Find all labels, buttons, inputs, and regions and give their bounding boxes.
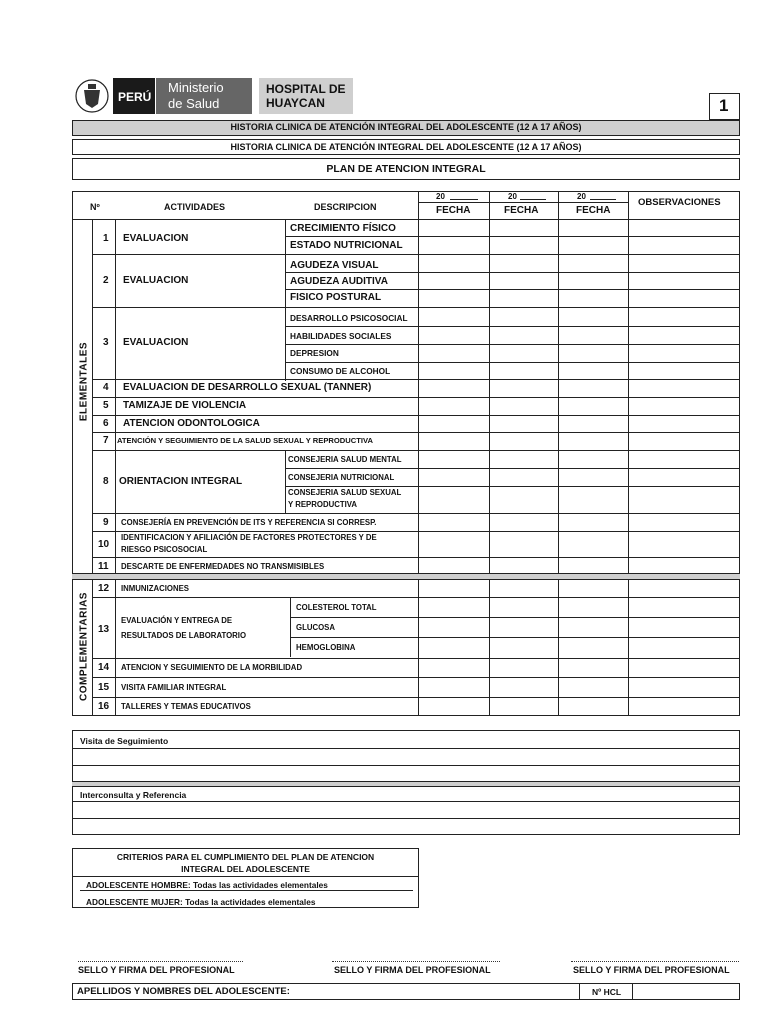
- row-15-activity: VISITA FAMILIAR INTEGRAL: [121, 683, 227, 692]
- patient-name-label: APELLIDOS Y NOMBRES DEL ADOLESCENTE:: [77, 986, 290, 997]
- row-13-desc-3: HEMOGLOBINA: [296, 643, 356, 652]
- hl-637: [290, 637, 740, 638]
- row-1-desc-1: CRECIMIENTO FÍSICO: [290, 223, 396, 234]
- row-6-number: 6: [103, 418, 109, 429]
- col-header-fecha-1: FECHA: [436, 205, 471, 216]
- row-8-activity: ORIENTACION INTEGRAL: [119, 476, 243, 487]
- row-10-activity-a: IDENTIFICACION Y AFILIACIÓN DE FACTORES PROTECTORES Y DE: [121, 533, 377, 542]
- hl-468: [285, 468, 740, 469]
- hospital-line1: HOSPITAL DE: [266, 82, 346, 96]
- col-header-year-1: 20: [436, 192, 445, 201]
- vline-desc-left-13: [290, 597, 291, 657]
- row-12-activity: INMUNIZACIONES: [121, 584, 190, 593]
- hl-677: [92, 677, 740, 678]
- criteria-title-a: CRITERIOS PARA EL CUMPLIMIENTO DEL PLAN DE ATENCION: [116, 852, 375, 862]
- visita-seguimiento-label: Visita de Seguimiento: [80, 736, 169, 746]
- hl-307: [92, 307, 740, 308]
- col-header-descripcion: DESCRIPCION: [314, 202, 377, 212]
- hcl-input[interactable]: [633, 984, 739, 999]
- hl-697: [92, 697, 740, 698]
- section-label-complementarias: COMPLEMENTARIAS: [78, 592, 90, 701]
- year-blank-2: [520, 199, 546, 200]
- hl-254: [92, 254, 740, 255]
- row-16-activity: TALLERES Y TEMAS EDUCATIVOS: [121, 702, 251, 711]
- hl-344: [285, 344, 740, 345]
- row-3-desc-1: DESARROLLO PSICOSOCIAL: [290, 313, 408, 323]
- row-7-number: 7: [103, 435, 109, 446]
- hl-531: [92, 531, 740, 532]
- hl-513: [92, 513, 740, 514]
- table-header-bottom: [72, 219, 740, 220]
- criteria-title-b: INTEGRAL DEL ADOLESCENTE: [181, 864, 310, 874]
- peru-label: PERÚ: [118, 90, 152, 104]
- row-3-number: 3: [103, 337, 109, 348]
- hl-597: [92, 597, 740, 598]
- hl-379: [92, 379, 740, 380]
- ministry-line2: de Salud: [168, 96, 220, 111]
- hl-557: [92, 557, 740, 558]
- row-9-activity: CONSEJERÍA EN PREVENCIÓN DE ITS Y REFERENCIA SI CORRESP.: [121, 518, 377, 527]
- hl-362: [285, 362, 740, 363]
- title-2: HISTORIA CLINICA DE ATENCIÓN INTEGRAL DEL ADOLESCENTE (12 A 17 AÑOS): [230, 142, 582, 152]
- row-1-desc-2: ESTADO NUTRICIONAL: [290, 240, 403, 251]
- row-7-activity: ATENCIÓN Y SEGUIMIENTO DE LA SALUD SEXUAL Y REPRODUCTIVA: [117, 436, 373, 445]
- page-number: 1: [719, 96, 729, 115]
- row-1-activity: EVALUACION: [123, 233, 189, 244]
- sig2-line: [332, 961, 500, 962]
- ministry-line1: Ministerio: [168, 80, 224, 95]
- row-8-desc-3b: Y REPRODUCTIVA: [288, 500, 358, 509]
- row-12-number: 12: [98, 583, 110, 594]
- row-2-desc-2: AGUDEZA AUDITIVA: [290, 276, 388, 287]
- criteria-line-1: [72, 876, 419, 877]
- signature-2-label: SELLO Y FIRMA DEL PROFESIONAL: [334, 965, 491, 975]
- year-blank-1: [450, 199, 478, 200]
- hl-450: [92, 450, 740, 451]
- hl-432: [92, 432, 740, 433]
- signature-1-label: SELLO Y FIRMA DEL PROFESIONAL: [78, 965, 235, 975]
- col-header-actividades: ACTIVIDADES: [164, 202, 226, 212]
- row-3-activity: EVALUACION: [123, 337, 189, 348]
- interconsulta-label: Interconsulta y Referencia: [80, 790, 187, 800]
- hl-617: [290, 617, 740, 618]
- row-8-desc-2: CONSEJERIA NUTRICIONAL: [288, 473, 395, 482]
- vline-section: [92, 219, 93, 716]
- hl-236: [285, 236, 740, 237]
- signature-3-label: SELLO Y FIRMA DEL PROFESIONAL: [573, 965, 730, 975]
- row-13-activity-a: EVALUACIÓN Y ENTREGA DE: [121, 616, 233, 625]
- row-5-activity: TAMIZAJE DE VIOLENCIA: [123, 400, 247, 411]
- year-blank-3: [590, 199, 616, 200]
- row-5-number: 5: [103, 400, 109, 411]
- section-separator: [72, 573, 740, 580]
- row-9-number: 9: [103, 517, 109, 528]
- col-header-fecha-2: FECHA: [504, 205, 539, 216]
- visita-line-1: [72, 748, 740, 749]
- row-8-desc-3a: CONSEJERIA SALUD SEXUAL: [288, 488, 402, 497]
- row-3-desc-3: DEPRESION: [290, 348, 339, 358]
- sig3-line: [571, 961, 739, 962]
- vline-desc-left-8: [285, 451, 286, 513]
- year-divider-2: [489, 202, 558, 203]
- row-3-desc-4: CONSUMO DE ALCOHOL: [290, 366, 391, 376]
- hl-486: [285, 486, 740, 487]
- year-divider-1: [418, 202, 489, 203]
- row-13-number: 13: [98, 624, 110, 635]
- row-6-activity: ATENCION ODONTOLOGICA: [123, 418, 260, 429]
- hcl-label: Nº HCL: [592, 987, 622, 997]
- row-10-number: 10: [98, 539, 110, 550]
- row-4-activity: EVALUACION DE DESARROLLO SEXUAL (TANNER): [123, 382, 372, 393]
- hl-289: [285, 289, 740, 290]
- criteria-mujer: ADOLESCENTE MUJER: Todas la actividades elementales: [86, 897, 316, 907]
- row-2-activity: EVALUACION: [123, 275, 189, 286]
- hl-415: [92, 415, 740, 416]
- year-divider-3: [558, 202, 628, 203]
- hl-658: [92, 658, 740, 659]
- row-16-number: 16: [98, 701, 110, 712]
- peru-coat-of-arms: [74, 78, 110, 114]
- row-15-number: 15: [98, 682, 110, 693]
- col-header-observaciones: OBSERVACIONES: [638, 197, 721, 208]
- row-1-number: 1: [103, 233, 109, 244]
- row-10-activity-b: RIESGO PSICOSOCIAL: [121, 545, 208, 554]
- col-header-year-2: 20: [508, 192, 517, 201]
- sig1-line: [78, 961, 243, 962]
- col-header-fecha-3: FECHA: [576, 205, 611, 216]
- row-11-number: 11: [98, 561, 109, 572]
- section-label-elementales: ELEMENTALES: [78, 341, 90, 422]
- criteria-line-2: [80, 890, 413, 891]
- vline-desc-left: [285, 219, 286, 381]
- row-3-desc-2: HABILIDADES SOCIALES: [290, 331, 392, 341]
- row-2-desc-3: FISICO POSTURAL: [290, 292, 382, 303]
- col-header-n: Nº: [90, 202, 100, 212]
- plan-title: PLAN DE ATENCION INTEGRAL: [326, 163, 486, 175]
- hl-272: [285, 272, 740, 273]
- inter-line-2: [72, 818, 740, 819]
- row-8-desc-1: CONSEJERIA SALUD MENTAL: [288, 455, 402, 464]
- row-13-activity-b: RESULTADOS DE LABORATORIO: [121, 631, 247, 640]
- hcl-divider-1: [579, 983, 580, 1000]
- row-13-desc-2: GLUCOSA: [296, 623, 335, 632]
- vline-n: [115, 219, 116, 716]
- row-14-activity: ATENCION Y SEGUIMIENTO DE LA MORBILIDAD: [121, 663, 303, 672]
- hl-397: [92, 397, 740, 398]
- inter-line-1: [72, 801, 740, 802]
- row-2-number: 2: [103, 275, 109, 286]
- title-1: HISTORIA CLINICA DE ATENCIÓN INTEGRAL DEL ADOLESCENTE (12 A 17 AÑOS): [230, 122, 582, 132]
- row-8-number: 8: [103, 476, 109, 487]
- hospital-line2: HUAYCAN: [266, 96, 325, 110]
- criteria-hombre: ADOLESCENTE HOMBRE: Todas las actividades elementales: [86, 880, 328, 890]
- visita-line-2: [72, 765, 740, 766]
- hl-326: [285, 326, 740, 327]
- row-4-number: 4: [103, 382, 109, 393]
- col-header-year-3: 20: [577, 192, 586, 201]
- row-13-desc-1: COLESTEROL TOTAL: [296, 603, 377, 612]
- visita-seguimiento-box[interactable]: [72, 730, 740, 782]
- row-2-desc-1: AGUDEZA VISUAL: [290, 260, 379, 271]
- row-11-activity: DESCARTE DE ENFERMEDADES NO TRANSMISIBLES: [121, 562, 325, 571]
- row-14-number: 14: [98, 662, 110, 673]
